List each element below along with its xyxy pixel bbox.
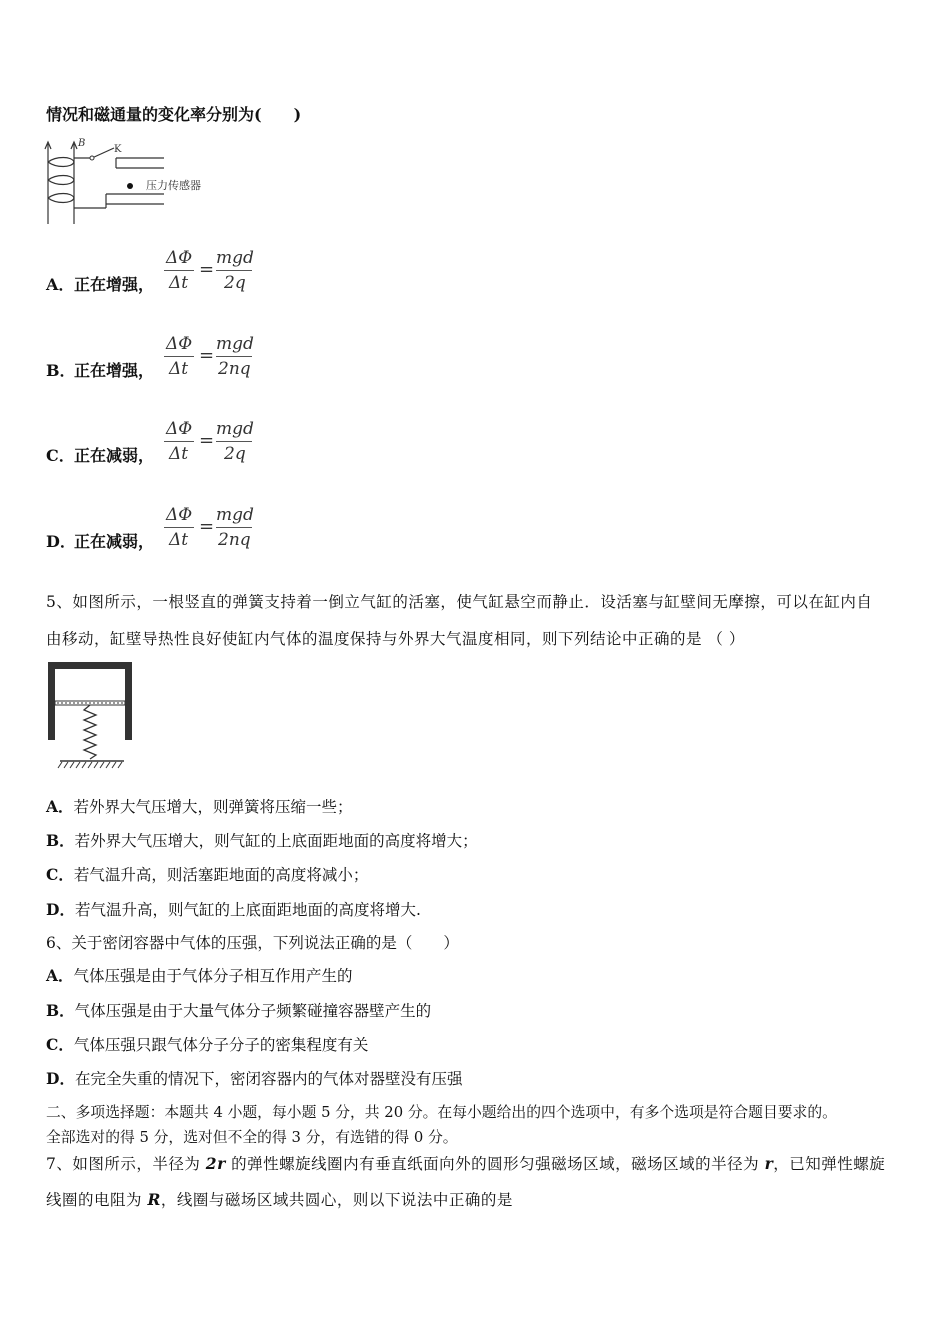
fraction-numerator: mgd	[216, 419, 254, 439]
option-c[interactable]	[46, 419, 446, 479]
question-7-stem-line2: 线圈的电阻为 R，线圈与磁场区域共圆心，则以下说法中正确的是	[46, 1190, 513, 1209]
fraction-denominator: Δt	[169, 444, 189, 464]
option-letter: D．	[46, 532, 76, 551]
cylinder-spring-diagram	[48, 662, 134, 772]
q5-option-c[interactable]: C．若气温升高，则活塞距地面的高度将减小；	[46, 865, 369, 884]
option-b[interactable]	[46, 334, 446, 394]
fraction-numerator: ΔΦ	[166, 419, 193, 439]
flux-rate-formula: ΔΦ Δt = mgd 2nq	[166, 505, 254, 550]
fraction-denominator: Δt	[169, 273, 189, 293]
option-d[interactable]	[46, 505, 446, 565]
question-7-stem-line1: 7、如图所示，半径为 2r 的弹性螺旋线圈内有垂直纸面向外的圆形匀强磁场区域，磁场区域的半径为 r，已知弹性螺旋	[46, 1154, 886, 1173]
q6-option-d[interactable]: D．在完全失重的情况下，密闭容器内的气体对器壁没有压强	[46, 1069, 463, 1088]
option-letter: C．	[46, 446, 75, 465]
option-text: 正在增强，	[74, 275, 155, 294]
k-label: K	[114, 144, 122, 155]
q5-option-b[interactable]: B．若外界大气压增大，则气缸的上底面距地面的高度将增大；	[46, 831, 478, 850]
q6-option-b[interactable]: B．气体压强是由于大量气体分子频繁碰撞容器壁产生的	[46, 1001, 432, 1020]
section-2-instructions-line1: 二、多项选择题：本题共 4 小题，每小题 5 分，共 20 分。在每小题给出的四个选项中，有多个选项是符合题目要求的。	[46, 1104, 837, 1121]
fraction-numerator: ΔΦ	[166, 505, 193, 525]
coil-sensor-diagram	[42, 136, 222, 232]
section-2-instructions-line2: 全部选对的得 5 分，选对但不全的得 3 分，有选错的得 0 分。	[46, 1129, 458, 1146]
q5-option-a[interactable]: A．若外界大气压增大，则弹簧将压缩一些；	[46, 797, 353, 816]
sensor-label: 压力传感器	[146, 179, 201, 192]
fraction-denominator: Δt	[169, 530, 189, 550]
fraction-denominator: 2nq	[218, 359, 251, 379]
option-a[interactable]	[46, 248, 446, 308]
q6-option-c[interactable]: C．气体压强只跟气体分子分子的密集程度有关	[46, 1035, 369, 1054]
fraction-denominator: Δt	[169, 359, 189, 379]
question-5-stem-line1: 5、如图所示，一根竖直的弹簧支持着一倒立气缸的活塞，使气缸悬空而静止．设活塞与缸壁间无摩擦，可以在缸内自	[46, 593, 873, 611]
flux-rate-formula: ΔΦ Δt = mgd 2q	[166, 248, 254, 293]
question-6-stem: 6、关于密闭容器中气体的压强，下列说法正确的是（ ）	[46, 934, 459, 952]
fraction-denominator: 2q	[224, 273, 246, 293]
fraction-numerator: mgd	[216, 334, 254, 354]
fraction-numerator: ΔΦ	[166, 248, 193, 268]
option-text: 正在增强，	[74, 361, 155, 380]
q6-option-a[interactable]: A．气体压强是由于气体分子相互作用产生的	[46, 966, 353, 985]
fraction-numerator: mgd	[216, 248, 254, 268]
option-letter: B．	[46, 361, 76, 380]
flux-rate-formula: ΔΦ Δt = mgd 2q	[166, 419, 254, 464]
b-label: B	[78, 138, 86, 149]
question-4-stem: 情况和磁通量的变化率分别为( )	[46, 105, 302, 124]
fraction-numerator: ΔΦ	[166, 334, 193, 354]
option-letter: A．	[46, 275, 75, 294]
charged-particle-icon	[127, 183, 133, 189]
flux-rate-formula: ΔΦ Δt = mgd 2nq	[166, 334, 254, 379]
option-text: 正在减弱，	[74, 446, 155, 465]
q5-option-d[interactable]: D．若气温升高，则气缸的上底面距地面的高度将增大.	[46, 900, 421, 919]
fraction-denominator: 2nq	[218, 530, 251, 550]
question-5-stem-line2: 由移动，缸壁导热性良好使缸内气体的温度保持与外界大气温度相同，则下列结论中正确的是 （ ）	[46, 630, 745, 648]
switch-pivot-icon	[90, 156, 94, 160]
fraction-numerator: mgd	[216, 505, 254, 525]
option-text: 正在减弱，	[74, 532, 155, 551]
fraction-denominator: 2q	[224, 444, 246, 464]
